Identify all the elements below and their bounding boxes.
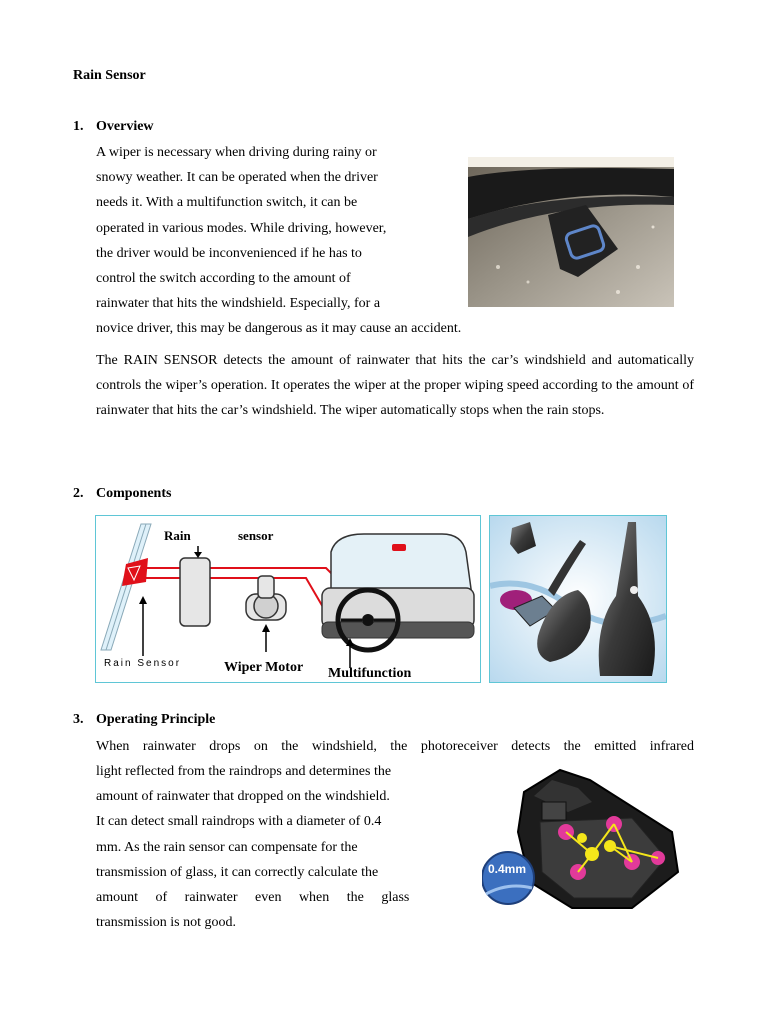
label-multifunction: Multifunction: [328, 666, 412, 681]
section-heading-overview: [73, 119, 154, 135]
components-diagram: [95, 515, 481, 683]
label-rain: Rain: [164, 528, 191, 543]
operating-paragraph: [96, 759, 456, 935]
section-number: 1.: [73, 119, 84, 134]
overview-paragraph-2: The RAIN SENSOR detects the amount of rainwater that hits the car’s windshield and automatically controls the wiper’s operation. It operates the wiper at the proper wiping speed according to the amount of rainwater that hits the car’s windshield. The wiper automatically stops when the rain stops.: [96, 353, 694, 419]
text-line: amount of rainwater that dropped on the windshield.: [96, 789, 390, 805]
label-sensor: sensor: [238, 528, 274, 543]
section-number: 3.: [73, 712, 84, 727]
section-heading-operating-principle: [73, 712, 215, 728]
section-number: 2.: [73, 486, 84, 501]
label-wiper-motor: Wiper Motor: [224, 660, 304, 675]
overview-paragraph-1: [96, 140, 461, 342]
label-rain-sensor: Rain Sensor: [104, 658, 182, 669]
windshield-sensor-photo: [468, 157, 674, 307]
document-title: Rain Sensor: [73, 68, 146, 83]
section-title: Components: [96, 486, 172, 501]
text-line: rainwater that hits the windshield. Especially, for a: [96, 296, 381, 312]
text-line: control the switch according to the amount of: [96, 271, 351, 287]
text-line: novice driver, this may be dangerous as it may cause an accident.: [96, 321, 462, 337]
text-line: needs it. With a multifunction switch, it can be: [96, 195, 358, 211]
components-photo: [489, 515, 667, 683]
text-line: snowy weather. It can be operated when the driver: [96, 170, 378, 186]
section-title: Operating Principle: [96, 712, 216, 727]
section-title: Overview: [96, 119, 154, 134]
text-line: transmission of glass, it can correctly calculate the: [96, 864, 379, 880]
diameter-badge: 0.4mm: [488, 862, 527, 876]
text-line: transmission is not good.: [96, 915, 237, 931]
text-line: A wiper is necessary when driving during rainy or: [96, 145, 377, 160]
operating-first-line: When rainwater drops on the windshield, the photoreceiver detects the emitted infrared: [96, 739, 694, 754]
text-line: operated in various modes. While driving, however,: [96, 220, 387, 236]
text-line: light reflected from the raindrops and determines the: [96, 764, 392, 779]
text-line: the driver would be inconvenienced if he has to: [96, 245, 362, 261]
text-line: mm. As the rain sensor can compensate for the: [96, 839, 358, 855]
section-heading-components: [73, 486, 171, 502]
sensor-cutaway-image: [482, 762, 682, 912]
text-line: It can detect small raindrops with a diameter of 0.4: [96, 814, 382, 830]
text-line: amount of rainwater even when the glass: [96, 890, 410, 906]
